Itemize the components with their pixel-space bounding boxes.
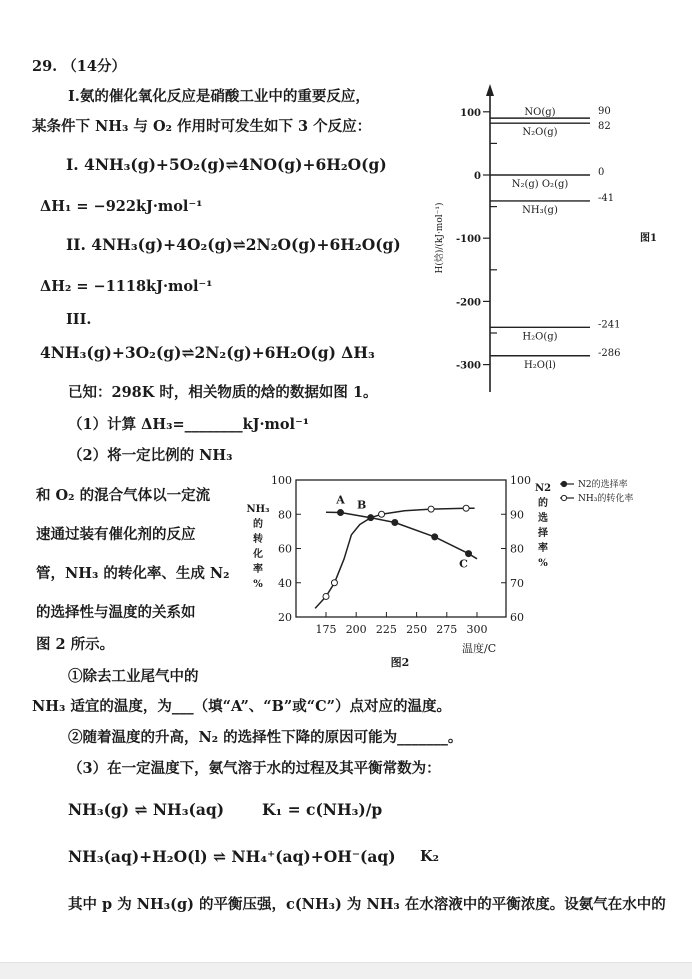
dissolution-equation: NH₃(g) ⇌ NH₃(aq): [68, 800, 225, 819]
intro-line-1: I.氨的催化氧化反应是硝酸工业中的重要反应，: [68, 88, 370, 105]
energy-level-value: 0: [598, 167, 605, 178]
x-tick-label: 250: [406, 623, 428, 636]
x-axis-label: 温度/C: [462, 642, 497, 655]
reaction-3-label: III.: [66, 311, 92, 328]
question-2a-line-1: ①除去工业尾气中的: [68, 668, 199, 685]
right-y-axis-label: 选: [538, 513, 548, 524]
left-y-axis-label: NH₃: [246, 504, 270, 515]
energy-level-label: H₂O(g): [522, 331, 558, 343]
series-point-0: [432, 534, 438, 540]
legend-marker: [561, 495, 566, 500]
left-y-axis-label: 转: [253, 534, 263, 545]
legend-marker: [561, 481, 566, 486]
question-3: （3）在一定温度下，氨气溶于水的过程及其平衡常数为：: [68, 760, 441, 777]
left-y-axis-label: 化: [253, 549, 263, 560]
left-y-tick-label: 80: [278, 508, 292, 522]
series-line-0: [326, 512, 477, 559]
point-label-C: C: [459, 557, 468, 571]
series-point-1: [428, 506, 434, 512]
right-y-tick-label: 90: [510, 508, 524, 522]
page-bottom-bar: [0, 962, 692, 979]
y-tick-label: -200: [455, 297, 481, 309]
series-point-1: [463, 505, 469, 511]
question-2-line-2: 和 O₂ 的混合气体以一定流: [36, 487, 211, 504]
y-axis-label: H(焓)/(kJ·mol⁻¹): [435, 202, 445, 274]
x-tick-label: 175: [315, 623, 337, 636]
left-y-tick-label: 40: [278, 576, 292, 590]
reaction-3: 4NH₃(g)+3O₂(g)⇌2N₂(g)+6H₂O(g) ΔH₃: [40, 343, 375, 362]
right-y-axis-label: N2: [534, 483, 552, 494]
series-point-1: [379, 511, 385, 517]
energy-level-label: NH₃(g): [522, 204, 558, 216]
question-3-last-line: 其中 p 为 NH₃(g) 的平衡压强，c(NH₃) 为 NH₃ 在水溶液中的平衡浓度。设氨气在水中的: [68, 896, 666, 913]
legend-label: NH₃的转化率: [578, 494, 634, 504]
question-number: 29. （14分）: [32, 58, 126, 75]
x-tick-label: 275: [436, 623, 458, 636]
y-tick-label: 100: [460, 107, 481, 119]
intro-line-2: 某条件下 NH₃ 与 O₂ 作用时可发生如下 3 个反应：: [32, 118, 372, 135]
left-y-tick-label: 60: [278, 542, 292, 556]
energy-level-label: NO(g): [524, 107, 556, 119]
reaction-1: I. 4NH₃(g)+5O₂(g)⇌4NO(g)+6H₂O(g): [66, 155, 387, 174]
question-1: （1）计算 ΔH₃=________kJ·mol⁻¹: [68, 416, 310, 433]
point-label-A: A: [336, 493, 345, 507]
question-2-line-4: 管，NH₃ 的转化率、生成 N₂: [36, 565, 230, 582]
figure-2-caption: 图2: [390, 656, 410, 669]
energy-level-value: -41: [598, 192, 615, 204]
series-point-1: [323, 593, 329, 599]
right-y-axis-label: %: [538, 558, 548, 569]
question-2-line-3: 速通过装有催化剂的反应: [36, 526, 196, 543]
question-2b: ②随着温度的升高，N₂ 的选择性下降的原因可能为_______。: [68, 729, 463, 746]
y-tick-label: -100: [455, 234, 481, 246]
right-y-axis-label: 择: [538, 528, 548, 539]
point-label-B: B: [357, 498, 367, 512]
right-y-axis-label: 率: [538, 543, 548, 554]
question-2-line-5: 的选择性与温度的关系如: [36, 604, 196, 621]
x-tick-label: 200: [345, 623, 367, 636]
question-2-line-6: 图 2 所示。: [36, 636, 115, 653]
x-tick-label: 300: [466, 623, 488, 636]
y-tick-label: -300: [455, 360, 481, 372]
right-y-tick-label: 60: [510, 611, 524, 624]
figure-1-caption: 图1: [640, 233, 657, 244]
k2-label: K₂: [420, 848, 439, 865]
energy-level-value: 90: [598, 106, 611, 118]
left-y-axis-label: 率: [253, 564, 263, 575]
right-y-tick-label: 70: [510, 576, 524, 590]
ionization-equation: NH₃(aq)+H₂O(l) ⇌ NH₄⁺(aq)+OH⁻(aq): [68, 847, 396, 866]
energy-level-value: -286: [598, 347, 621, 359]
x-tick-label: 225: [375, 623, 397, 636]
series-point-0: [466, 551, 472, 557]
enthalpy-1: ΔH₁ = −922kJ·mol⁻¹: [40, 198, 203, 215]
legend-label: N2的选择率: [578, 480, 628, 490]
energy-level-value: 82: [598, 121, 611, 133]
left-y-tick-label: 100: [271, 474, 292, 487]
series-point-0: [337, 510, 343, 516]
reaction-2: II. 4NH₃(g)+4O₂(g)⇌2N₂O(g)+6H₂O(g): [66, 235, 401, 254]
left-y-tick-label: 20: [278, 611, 292, 624]
right-y-tick-label: 100: [510, 474, 531, 487]
energy-level-value: -241: [598, 319, 621, 331]
left-y-axis-label: %: [253, 579, 263, 590]
right-y-axis-label: 的: [538, 498, 548, 509]
series-point-0: [392, 519, 398, 525]
k1-expression: K₁ = c(NH₃)/p: [262, 800, 383, 819]
series-point-1: [331, 580, 337, 586]
question-2a-line-2: NH₃ 适宜的温度，为___（填“A”、“B”或“C”）点对应的温度。: [32, 698, 451, 715]
energy-level-label: N₂(g) O₂(g): [511, 179, 569, 190]
energy-level-label: N₂O(g): [522, 127, 558, 139]
question-2-line-1: （2）将一定比例的 NH₃: [68, 447, 233, 464]
right-y-tick-label: 80: [510, 542, 524, 556]
enthalpy-2: ΔH₂ = −1118kJ·mol⁻¹: [40, 278, 213, 295]
y-tick-label: 0: [474, 171, 481, 182]
known-data: 已知：298K 时，相关物质的焓的数据如图 1。: [68, 384, 378, 401]
energy-level-label: H₂O(l): [524, 359, 556, 371]
left-y-axis-label: 的: [253, 519, 263, 530]
